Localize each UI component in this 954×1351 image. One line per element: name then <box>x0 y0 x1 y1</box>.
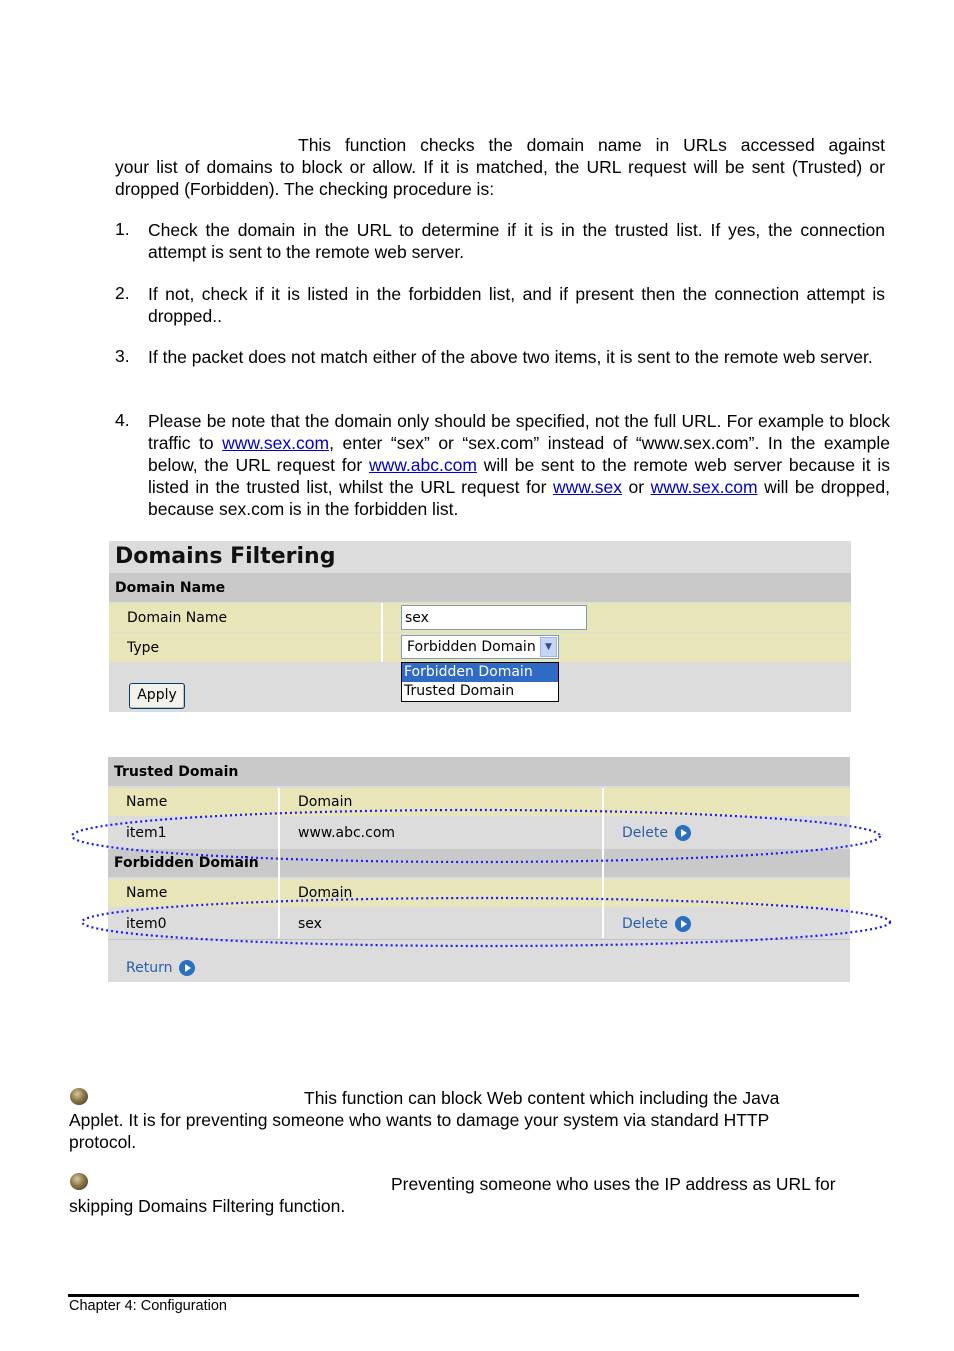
step-text <box>148 410 890 520</box>
delete-label[interactable]: Delete <box>622 825 668 841</box>
example-link[interactable]: www.sex <box>552 477 622 497</box>
trusted-domain-header <box>108 757 850 786</box>
column-divider <box>278 788 280 938</box>
return-label[interactable]: Return <box>126 960 173 976</box>
delete-link[interactable] <box>622 818 691 848</box>
bullet-icon <box>70 1173 88 1190</box>
trusted-col-name <box>108 788 278 816</box>
type-dropdown-list <box>401 662 559 702</box>
domain-name-label: Domain Name <box>127 609 228 626</box>
step-text-part: will be sent to the remote web server because it is listed in the trusted list, whilst the URL request for <box>148 455 890 497</box>
column-header: Domain <box>298 794 353 810</box>
type-label: Type <box>127 639 160 656</box>
footer-rule <box>68 1294 859 1297</box>
bullet-text-line: skipping Domains Filtering function. <box>69 1196 346 1216</box>
step-number: 1. <box>115 219 130 239</box>
type-option-trusted[interactable]: Trusted Domain <box>404 683 515 699</box>
forbidden-domain-title: Forbidden Domain <box>114 855 259 871</box>
example-link[interactable]: www.sex.com <box>222 433 330 453</box>
bullet-text-line: Preventing someone who uses the IP address as URL for <box>391 1174 836 1194</box>
trusted-col-domain <box>280 788 602 816</box>
domain-name-input[interactable]: sex <box>401 605 587 630</box>
forbidden-domain-header <box>108 849 850 877</box>
type-select[interactable] <box>401 635 559 659</box>
row-domain: sex <box>298 916 322 932</box>
column-header: Domain <box>298 885 353 901</box>
step-text-part: , enter “sex” or “sex.com” instead of “www.sex.com”. In the example below, the URL request for <box>148 433 890 475</box>
forbidden-col-domain <box>280 879 602 907</box>
trusted-col-action <box>604 788 850 816</box>
domain-lists-panel <box>108 757 850 982</box>
column-divider <box>602 788 604 938</box>
bullet-icon <box>70 1088 88 1105</box>
trusted-domain-title: Trusted Domain <box>114 763 239 780</box>
column-divider <box>381 603 383 662</box>
table-row-domain <box>280 818 602 848</box>
step-number: 3. <box>115 346 130 366</box>
row-domain: www.abc.com <box>298 825 396 841</box>
row-name: item1 <box>126 825 167 841</box>
type-select-value: Forbidden Domain <box>407 639 536 655</box>
forbidden-col-action <box>604 879 850 907</box>
step-number: 4. <box>115 410 130 430</box>
bullet-text-line: protocol. <box>69 1132 137 1152</box>
panel-title: Domains Filtering <box>115 544 336 569</box>
step-text: If the packet does not match either of the above two items, it is sent to the remote web server. <box>148 347 873 367</box>
intro-text: your list of domains to block or allow. If it is matched, the URL request will be sent (Trusted) or dropped (Forbidden). The checking procedure is: <box>115 157 885 199</box>
forbidden-col-name <box>108 879 278 907</box>
section-header-label: Domain Name <box>115 579 226 596</box>
type-option-forbidden[interactable]: Forbidden Domain <box>402 663 558 682</box>
table-row <box>108 818 278 848</box>
table-row <box>108 909 278 939</box>
example-link[interactable]: www.sex.com <box>650 477 758 497</box>
example-link[interactable]: www.abc.com <box>368 455 477 475</box>
arrow-right-icon[interactable] <box>179 960 195 976</box>
bullet-text-line: This function can block Web content which including the Java <box>304 1088 780 1108</box>
divider <box>108 939 850 940</box>
return-link[interactable] <box>126 955 195 981</box>
chevron-down-icon[interactable]: ▼ <box>540 637 557 657</box>
table-row-domain <box>280 909 602 939</box>
footer-text: Chapter 4: Configuration <box>69 1298 227 1314</box>
intro-line1: This function checks the domain name in URLs accessed against <box>298 135 885 155</box>
type-label-cell <box>109 633 381 662</box>
column-header: Name <box>126 885 168 901</box>
arrow-right-icon[interactable] <box>675 916 691 932</box>
arrow-right-icon[interactable] <box>675 825 691 841</box>
domain-name-label-cell <box>109 603 381 632</box>
bullet-text-line: Applet. It is for preventing someone who wants to damage your system via standard HTTP <box>69 1110 770 1130</box>
step-text: Check the domain in the URL to determine if it is in the trusted list. If yes, the connection attempt is sent to the remote web server. <box>148 220 885 262</box>
delete-label[interactable]: Delete <box>622 916 668 932</box>
step-text-part: will be dropped, because sex.com is in the forbidden list. <box>148 477 890 519</box>
step-number: 2. <box>115 283 130 303</box>
column-header: Name <box>126 794 168 810</box>
domains-filtering-panel <box>109 541 851 712</box>
section-header <box>109 573 851 602</box>
step-text-part: Please be note that the domain only should be specified, not the full URL. For example to block traffic to <box>148 411 890 453</box>
step-text: If not, check if it is listed in the forbidden list, and if present then the connection attempt is dropped.. <box>148 284 885 326</box>
step-text-part: or <box>622 477 651 497</box>
delete-link[interactable] <box>622 909 691 939</box>
apply-button[interactable]: Apply <box>129 683 185 709</box>
row-name: item0 <box>126 916 167 932</box>
